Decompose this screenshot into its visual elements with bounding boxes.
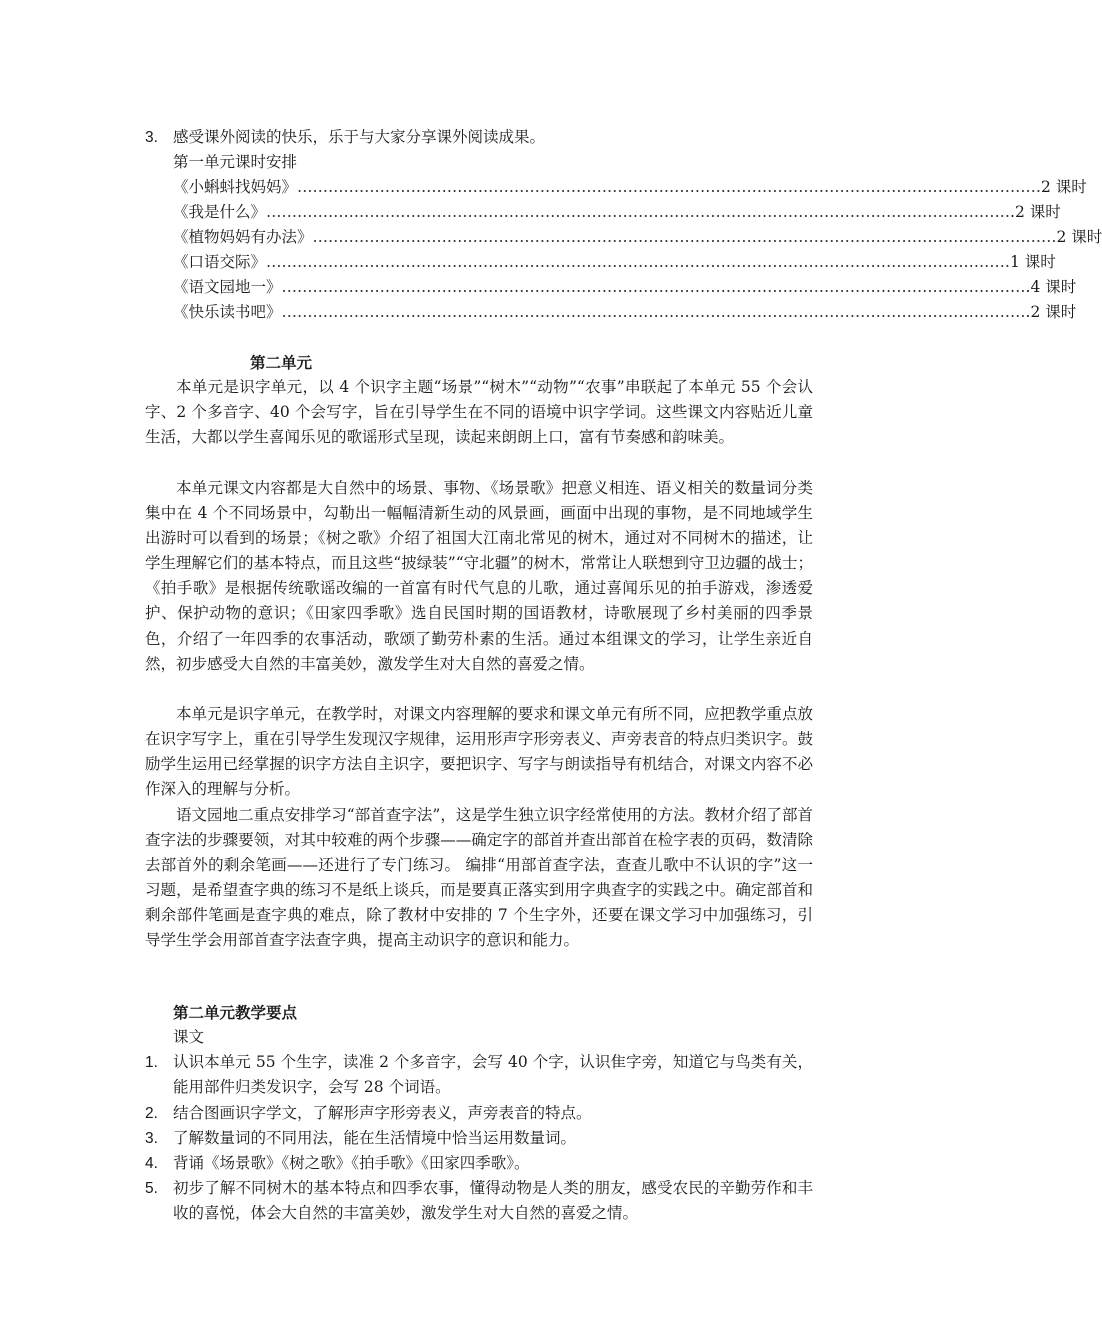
list-number: 2.: [145, 1105, 158, 1122]
paragraph: 本单元课文内容都是大自然中的场景、事物、《场景歌》把意义相连、语义相关的数量词分类集中在 4 个不同场景中，勾勒出一幅幅清新生动的风景画，画面中出现的事物，是不同地域学生出游时可以看到的场景；《树之歌》介绍了祖国大江南北常见的树木，通过对不同树木的描述，让学生理解它们的基本特点，而且这些“披绿装”“守北疆”的树木，常常让人联想到守卫边疆的战士；《拍手歌》是根据传统歌谣改编的一首富有时代气息的儿歌，通过喜闻乐见的拍手游戏，渗透爱护、保护动物的意识；《田家四季歌》选自民国时期的国语教材，诗歌展现了乡村美丽的四季景色，介绍了一年四季的农事活动，歌颂了勤劳朴素的生活。通过本组课文的学习，让学生亲近自然，初步感受大自然的丰富美妙，激发学生对大自然的喜爱之情。: [145, 479, 813, 673]
leader-dots: ………………………………………………………………………………………………………………………………: [281, 278, 1026, 296]
schedule-heading: 第一单元课时安排: [173, 153, 298, 171]
leader-dots: ………………………………………………………………………………………………………………………………: [297, 178, 1042, 196]
schedule-title: 《我是什么》: [173, 203, 267, 221]
leader-dots: ………………………………………………………………………………………………………………………………: [266, 253, 1011, 271]
paragraph: 本单元是识字单元，在教学时，对课文内容理解的要求和课文单元有所不同，应把教学重点放在识字写字上，重在引导学生发现汉字规律，运用形声字形旁表义、声旁表音的特点归类识字。鼓励学生运用已经掌握的识字方法自主识字，要把识字、写字与朗读指导有机结合，对课文内容不必作深入的理解与分析。: [145, 705, 813, 799]
schedule-row: [173, 250, 1056, 275]
list-number: 4.: [145, 1155, 158, 1172]
section-heading: 第二单元教学要点: [173, 1003, 298, 1022]
schedule-hours: 1 课时: [1010, 253, 1056, 271]
list-item-text: 背诵《场景歌》《树之歌》《拍手歌》《田家四季歌》。: [173, 1154, 530, 1172]
list-item-text: 了解数量词的不同用法，能在生活情境中恰当运用数量词。: [173, 1129, 577, 1147]
list-number: 3.: [145, 1130, 158, 1147]
list-item-text: 初步了解不同树木的基本特点和四季农事，懂得动物是人类的朋友，感受农民的辛勤劳作和丰收的喜悦，体会大自然的丰富美妙，激发学生对大自然的喜爱之情。: [173, 1179, 813, 1223]
schedule-hours: .4 课时: [1025, 278, 1077, 296]
list-item-text: 结合图画识字学文，了解形声字形旁表义，声旁表音的特点。: [173, 1104, 592, 1122]
schedule-title: 《植物妈妈有办法》: [173, 228, 313, 246]
schedule-hours: 2 课时: [1056, 228, 1102, 246]
leader-dots: ………………………………………………………………………………………………………………………………: [281, 303, 1026, 321]
schedule-title: 《语文园地一》: [173, 278, 282, 296]
schedule-title: 《小蝌蚪找妈妈》: [173, 178, 298, 196]
paragraph: 本单元是识字单元，以 4 个识字主题“场景”“树木”“动物”“农事”串联起了本单元 55 个会认字、2 个多音字、40 个会写字，旨在引导学生在不同的语境中识字学词。这些课文内容贴近儿童生活，大都以学生喜闻乐见的歌谣形式呈现，读起来朗朗上口，富有节奏感和韵味美。: [145, 378, 813, 447]
schedule-row: [173, 275, 1077, 300]
list-number: 3.: [145, 129, 158, 146]
list-number: 5.: [145, 1180, 158, 1197]
schedule-hours: .2 课时: [1010, 203, 1061, 221]
schedule-row: [173, 225, 1102, 250]
schedule-title: 《快乐读书吧》: [173, 303, 282, 321]
schedule-row: [173, 300, 1077, 325]
list-item-text: 感受课外阅读的快乐，乐于与大家分享课外阅读成果。: [173, 128, 546, 146]
leader-dots: ………………………………………………………………………………………………………………………………: [312, 228, 1057, 246]
paragraph: 语文园地二重点安排学习“部首查字法”，这是学生独立识字经常使用的方法。教材介绍了部首查字法的步骤要领，对其中较难的两个步骤——确定字的部首并查出部首在检字表的页码，数清除去部首外的剩余笔画——还进行了专门练习。 编排“用部首查字法，查查儿歌中不认识的字”这一习题，是希望查字典的练习不是纸上谈兵，而是要真正落实到用字典查字的实践之中。确定部首和剩余部件笔画是查字典的难点，除了教材中安排的 7 个生字外，还要在课文学习中加强练习，引导学生学会用部首查字法查字典，提高主动识字的意识和能力。: [145, 806, 813, 950]
unit-heading: 第二单元: [250, 353, 313, 372]
schedule-row: [173, 175, 1087, 200]
schedule-hours: 2 课时: [1041, 178, 1087, 196]
schedule-title: 《口语交际》: [173, 253, 267, 271]
schedule-row: [173, 200, 1061, 225]
schedule-hours: .2 课时: [1025, 303, 1077, 321]
leader-dots: ………………………………………………………………………………………………………………………………: [266, 203, 1011, 221]
list-item-text: 认识本单元 55 个生字，读准 2 个多音字，会写 40 个字，认识隹字旁，知道它与鸟类有关，能用部件归类发识字，会写 28 个词语。: [173, 1053, 813, 1097]
section-subheading: 课文: [173, 1028, 205, 1046]
list-number: 1.: [145, 1054, 158, 1071]
